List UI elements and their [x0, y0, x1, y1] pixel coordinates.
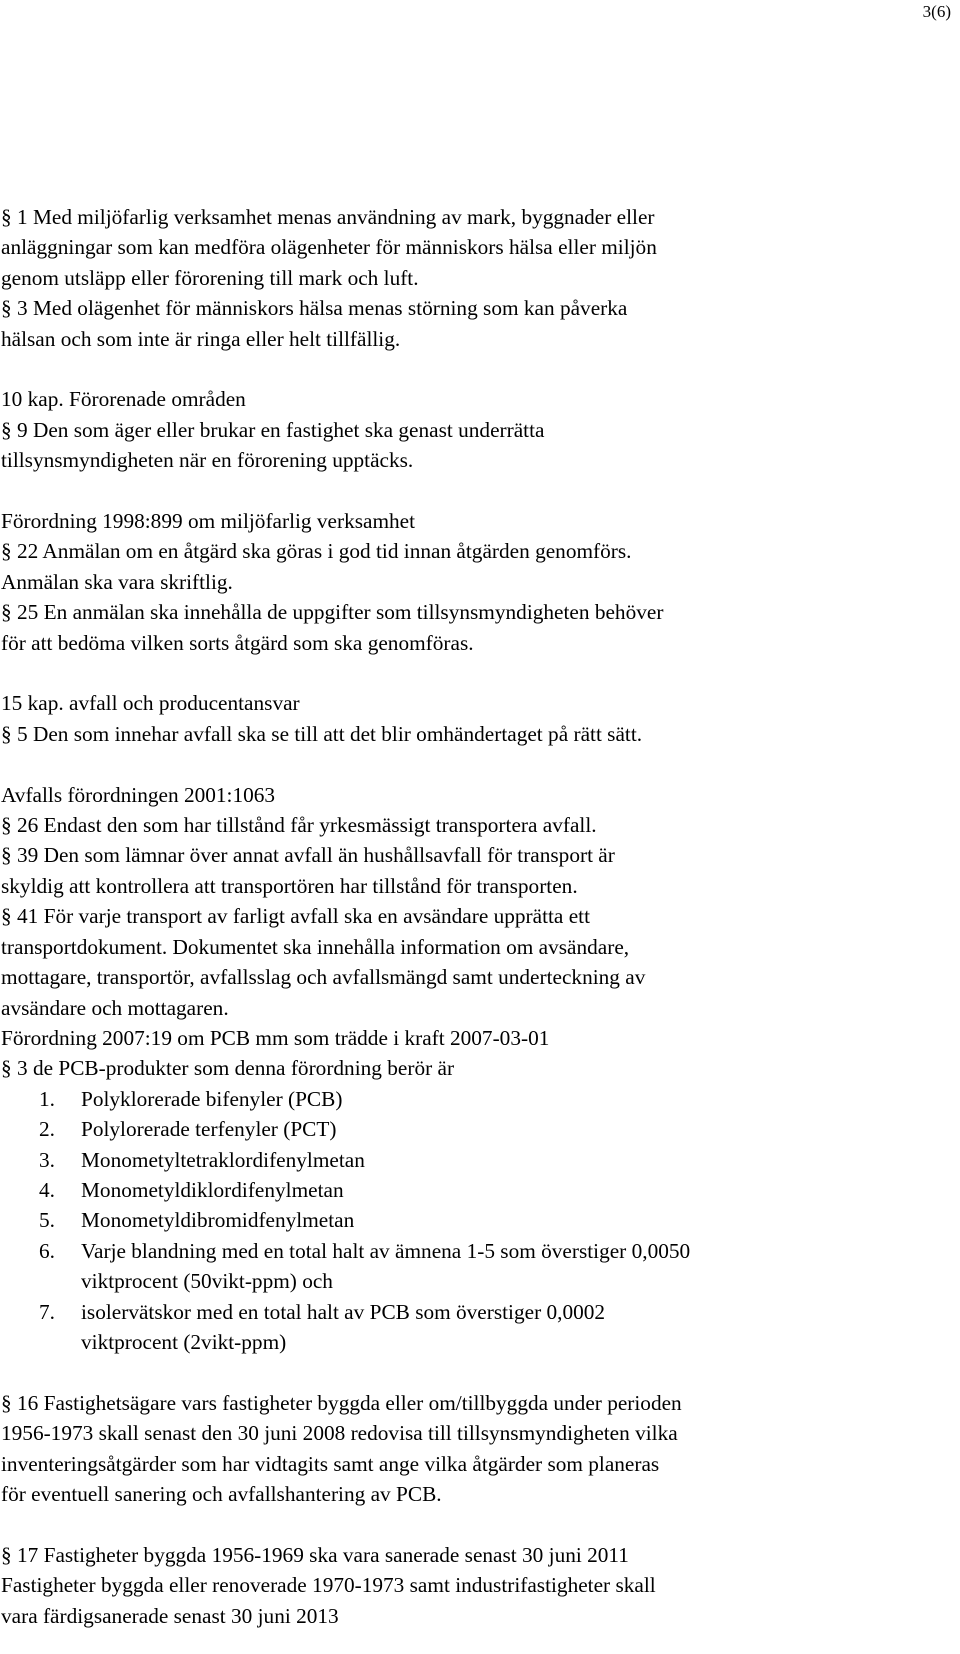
text-line: genom utsläpp eller förorening till mark och luft.	[1, 265, 419, 290]
text-line: § 9 Den som äger eller brukar en fastighet ska genast underrätta	[1, 417, 545, 442]
list-item	[1, 1205, 901, 1235]
text-line: § 3 Med olägenhet för människors hälsa menas störning som kan påverka	[1, 296, 628, 321]
spacer	[1, 749, 901, 779]
pcb-product-list	[1, 1084, 901, 1358]
text-line: avsändare och mottagaren.	[1, 995, 229, 1020]
list-item	[1, 1114, 901, 1144]
text-line: vara färdigsanerade senast 30 juni 2013	[1, 1603, 339, 1628]
text-line: skyldig att kontrollera att transportören har tillstånd för transporten.	[1, 873, 578, 898]
list-text: Varje blandning med en total halt av ämnena 1-5 som överstiger 0,0050	[81, 1238, 691, 1263]
text-line: § 5 Den som innehar avfall ska se till att det blir omhändertaget på rätt sätt.	[1, 721, 643, 746]
page-number: 3(6)	[922, 2, 951, 21]
paragraph-17	[1, 1540, 901, 1631]
list-item	[1, 1297, 901, 1358]
text-line: för att bedöma vilken sorts åtgärd som ska genomföras.	[1, 630, 474, 655]
list-number: 1.	[39, 1086, 55, 1111]
paragraph-avfallsforordningen	[1, 780, 901, 1084]
list-text: viktprocent (2vikt-ppm)	[81, 1329, 287, 1354]
text-line: hälsan och som inte är ringa eller helt tillfällig.	[1, 326, 401, 351]
text-line: tillsynsmyndigheten när en förorening upptäcks.	[1, 448, 414, 473]
list-item	[1, 1084, 901, 1114]
spacer	[1, 1357, 901, 1387]
spacer	[1, 476, 901, 506]
text-line: mottagare, transportör, avfallsslag och avfallsmängd samt underteckning av	[1, 965, 646, 990]
list-number: 4.	[39, 1177, 55, 1202]
list-item	[1, 1175, 901, 1205]
text-line: § 25 En anmälan ska innehålla de uppgifter som tillsynsmyndigheten behöver	[1, 600, 664, 625]
text-line: Fastigheter byggda eller renoverade 1970-1973 samt industrifastigheter skall	[1, 1573, 656, 1598]
section-heading: 10 kap. Förorenade områden	[1, 387, 246, 412]
paragraph-16	[1, 1388, 901, 1510]
text-line: § 22 Anmälan om en åtgärd ska göras i god tid innan åtgärden genomförs.	[1, 539, 632, 564]
text-line: anläggningar som kan medföra olägenheter för människors hälsa eller miljön	[1, 235, 657, 260]
document-body	[1, 202, 901, 1631]
text-line: § 26 Endast den som har tillstånd får yrkesmässigt transportera avfall.	[1, 813, 597, 838]
section-heading: Förordning 2007:19 om PCB mm som trädde i kraft 2007-03-01	[1, 1025, 550, 1050]
spacer	[1, 1509, 901, 1539]
list-text: Polylorerade terfenyler (PCT)	[81, 1117, 337, 1142]
text-line: Anmälan ska vara skriftlig.	[1, 569, 233, 594]
text-line: § 17 Fastigheter byggda 1956-1969 ska vara sanerade senast 30 juni 2011	[1, 1542, 629, 1567]
text-line: för eventuell sanering och avfallshantering av PCB.	[1, 1481, 442, 1506]
text-line: 1956-1973 skall senast den 30 juni 2008 redovisa till tillsynsmyndigheten vilka	[1, 1421, 678, 1446]
list-number: 7.	[39, 1299, 55, 1324]
list-number: 2.	[39, 1117, 55, 1142]
text-line: inventeringsåtgärder som har vidtagits samt ange vilka åtgärder som planeras	[1, 1451, 660, 1476]
list-text: Monometyltetraklordifenylmetan	[81, 1147, 365, 1172]
paragraph-miljofarlig	[1, 202, 901, 354]
list-text: isolervätskor med en total halt av PCB som överstiger 0,0002	[81, 1299, 606, 1324]
text-line: § 16 Fastighetsägare vars fastigheter byggda eller om/tillbyggda under perioden	[1, 1390, 682, 1415]
list-text: Monometyldiklordifenylmetan	[81, 1177, 344, 1202]
paragraph-forordning-1998	[1, 506, 901, 658]
list-text: Polyklorerade bifenyler (PCB)	[81, 1086, 343, 1111]
list-text: Monometyldibromidfenylmetan	[81, 1208, 355, 1233]
text-line: § 1 Med miljöfarlig verksamhet menas användning av mark, byggnader eller	[1, 205, 655, 229]
list-number: 5.	[39, 1208, 55, 1233]
list-number: 6.	[39, 1238, 55, 1263]
section-heading: 15 kap. avfall och producentansvar	[1, 691, 300, 716]
spacer	[1, 658, 901, 688]
spacer	[1, 354, 901, 384]
text-line: § 3 de PCB-produkter som denna förordning berör är	[1, 1056, 455, 1081]
list-number: 3.	[39, 1147, 55, 1172]
section-heading: Avfalls förordningen 2001:1063	[1, 782, 276, 807]
text-line: § 41 För varje transport av farligt avfall ska en avsändare upprätta ett	[1, 904, 590, 929]
paragraph-fororenade	[1, 384, 901, 475]
list-item	[1, 1236, 901, 1297]
text-line: § 39 Den som lämnar över annat avfall än hushållsavfall för transport är	[1, 843, 615, 868]
text-line: transportdokument. Dokumentet ska innehålla information om avsändare,	[1, 934, 630, 959]
section-heading: Förordning 1998:899 om miljöfarlig verksamhet	[1, 509, 416, 534]
list-text: viktprocent (50vikt-ppm) och	[81, 1269, 333, 1294]
paragraph-avfall	[1, 688, 901, 749]
list-item	[1, 1145, 901, 1175]
